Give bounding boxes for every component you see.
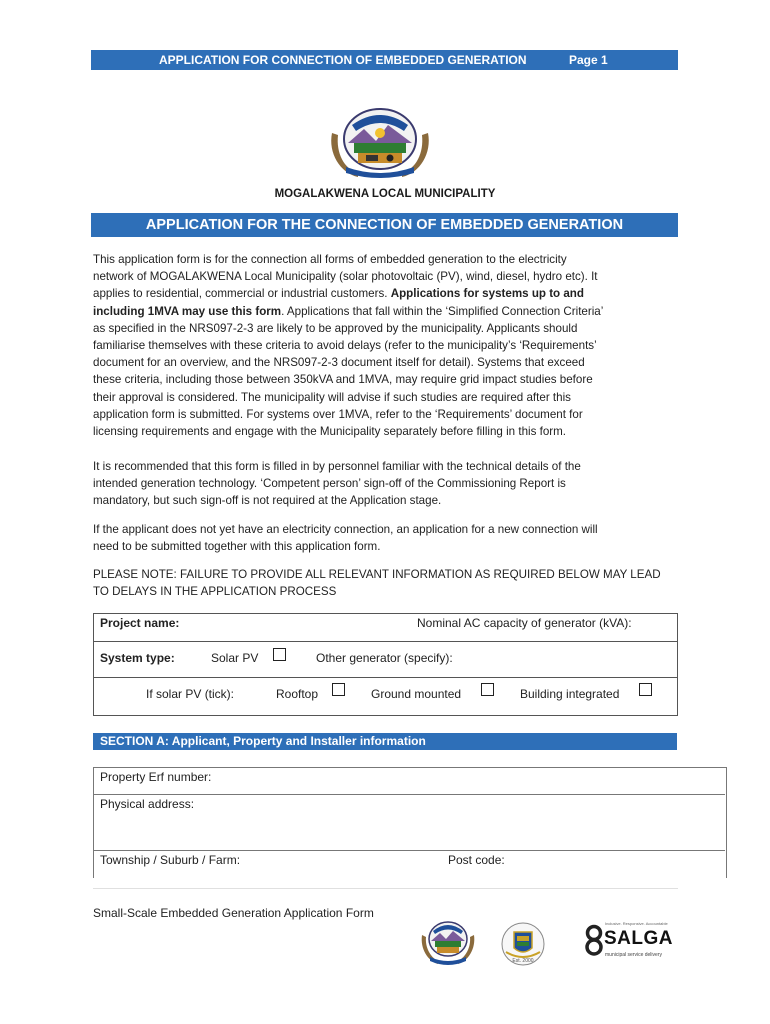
intro-line: network of MOGALAKWENA Local Municipality (solar photovoltaic (PV), wind, diesel, hydro etc). It xyxy=(93,270,598,284)
form-divider xyxy=(93,677,678,678)
rooftop-label: Rooftop xyxy=(276,687,319,701)
system-type-label: System type: xyxy=(100,651,175,665)
salga-tagline: municipal service delivery xyxy=(605,952,662,958)
intro-line: including 1MVA may use this form. Applications that fall within the ‘Simplified Connection Criteria’ xyxy=(93,304,604,318)
bold-note: Applications for systems up to and xyxy=(390,287,584,301)
intro-line: applies to residential, commercial or industrial customers. Applications for systems up to and xyxy=(93,287,584,301)
please-note xyxy=(93,566,675,600)
page-number: Page 1 xyxy=(569,53,608,67)
intro-line: This application form is for the connection all forms of embedded generation to the electricity xyxy=(93,253,567,266)
other-generator-label: Other generator (specify): xyxy=(316,651,453,665)
intro-paragraph-2 xyxy=(93,458,675,510)
crest-year: Est. 2000 xyxy=(512,958,534,964)
intro-line: their approval is considered. The municipality will advise if such studies are required after this xyxy=(93,390,571,404)
municipality-logo xyxy=(318,103,442,181)
rooftop-checkbox[interactable] xyxy=(332,683,345,696)
footer-text: Small-Scale Embedded Generation Application Form xyxy=(93,906,374,920)
intro-line: document for an overview, and the NRS097-2-3 document itself for detail). Systems that exceed xyxy=(93,356,585,370)
intro-paragraph-3 xyxy=(93,521,675,555)
form-divider xyxy=(93,850,725,851)
bold-note: including 1MVA may use this form xyxy=(93,304,282,318)
ground-mounted-label: Ground mounted xyxy=(371,687,462,701)
municipality-name: MOGALAKWENA LOCAL MUNICIPALITY xyxy=(274,188,496,200)
intro-line: intended generation technology. ‘Competent person’ sign-off of the Commissioning Report is xyxy=(93,477,566,491)
section-a-header: SECTION A: Applicant, Property and Installer information xyxy=(93,733,677,750)
footer-divider xyxy=(93,888,678,889)
intro-line: familiarise themselves with these criteria to avoid delays (refer to the municipality’s ‘Requirements’ xyxy=(93,339,597,353)
footer-crest-logo xyxy=(498,922,548,968)
ground-mounted-checkbox[interactable] xyxy=(481,683,494,696)
note-line: PLEASE NOTE: FAILURE TO PROVIDE ALL RELEVANT INFORMATION AS REQUIRED BELOW MAY LEAD xyxy=(93,568,661,581)
salga-small-print: Inclusive. Responsive. Accountable xyxy=(605,921,668,926)
postcode-label: Post code: xyxy=(448,853,505,867)
intro-line: as specified in the NRS097-2-3 are likely to be approved by the municipality. Applicants should xyxy=(93,321,578,335)
header-title: APPLICATION FOR CONNECTION OF EMBEDDED GENERATION xyxy=(159,53,527,67)
capacity-label: Nominal AC capacity of generator (kVA): xyxy=(417,616,632,630)
if-solar-label: If solar PV (tick): xyxy=(146,687,235,701)
form-divider xyxy=(93,641,678,642)
page-header-bar xyxy=(91,50,678,70)
intro-paragraph-1 xyxy=(93,251,675,440)
project-name-label: Project name: xyxy=(100,616,180,630)
solar-pv-checkbox[interactable] xyxy=(273,648,286,661)
salga-wordmark: SALGA xyxy=(604,928,673,949)
main-title: APPLICATION FOR THE CONNECTION OF EMBEDDED GENERATION xyxy=(91,213,678,237)
salga-logo xyxy=(585,920,673,966)
form-divider xyxy=(93,794,725,795)
intro-line: these criteria, including those between 350kVA and 1MVA, may require grid impact studies before xyxy=(93,373,593,387)
note-line: TO DELAYS IN THE APPLICATION PROCESS xyxy=(93,585,337,599)
intro-line: mandatory, but such sign-off is not required at the Application stage. xyxy=(93,494,442,508)
physical-address-label: Physical address: xyxy=(100,797,195,811)
intro-line: need to be submitted together with this application form. xyxy=(93,540,381,554)
building-integrated-checkbox[interactable] xyxy=(639,683,652,696)
intro-line: application form is submitted. For systems over 1MVA, refer to the ‘Requirements’ document for xyxy=(93,407,583,421)
intro-line: It is recommended that this form is filled in by personnel familiar with the technical details of the xyxy=(93,460,581,473)
erf-number-label: Property Erf number: xyxy=(100,770,212,784)
footer-municipality-logo xyxy=(416,917,480,967)
intro-line: licensing requirements and engage with the Municipality separately before filling in this form. xyxy=(93,425,567,439)
intro-line: If the applicant does not yet have an electricity connection, an application for a new connection will xyxy=(93,523,598,536)
solar-pv-label: Solar PV xyxy=(211,651,259,665)
township-label: Township / Suburb / Farm: xyxy=(100,853,241,867)
building-integrated-label: Building integrated xyxy=(520,687,620,701)
